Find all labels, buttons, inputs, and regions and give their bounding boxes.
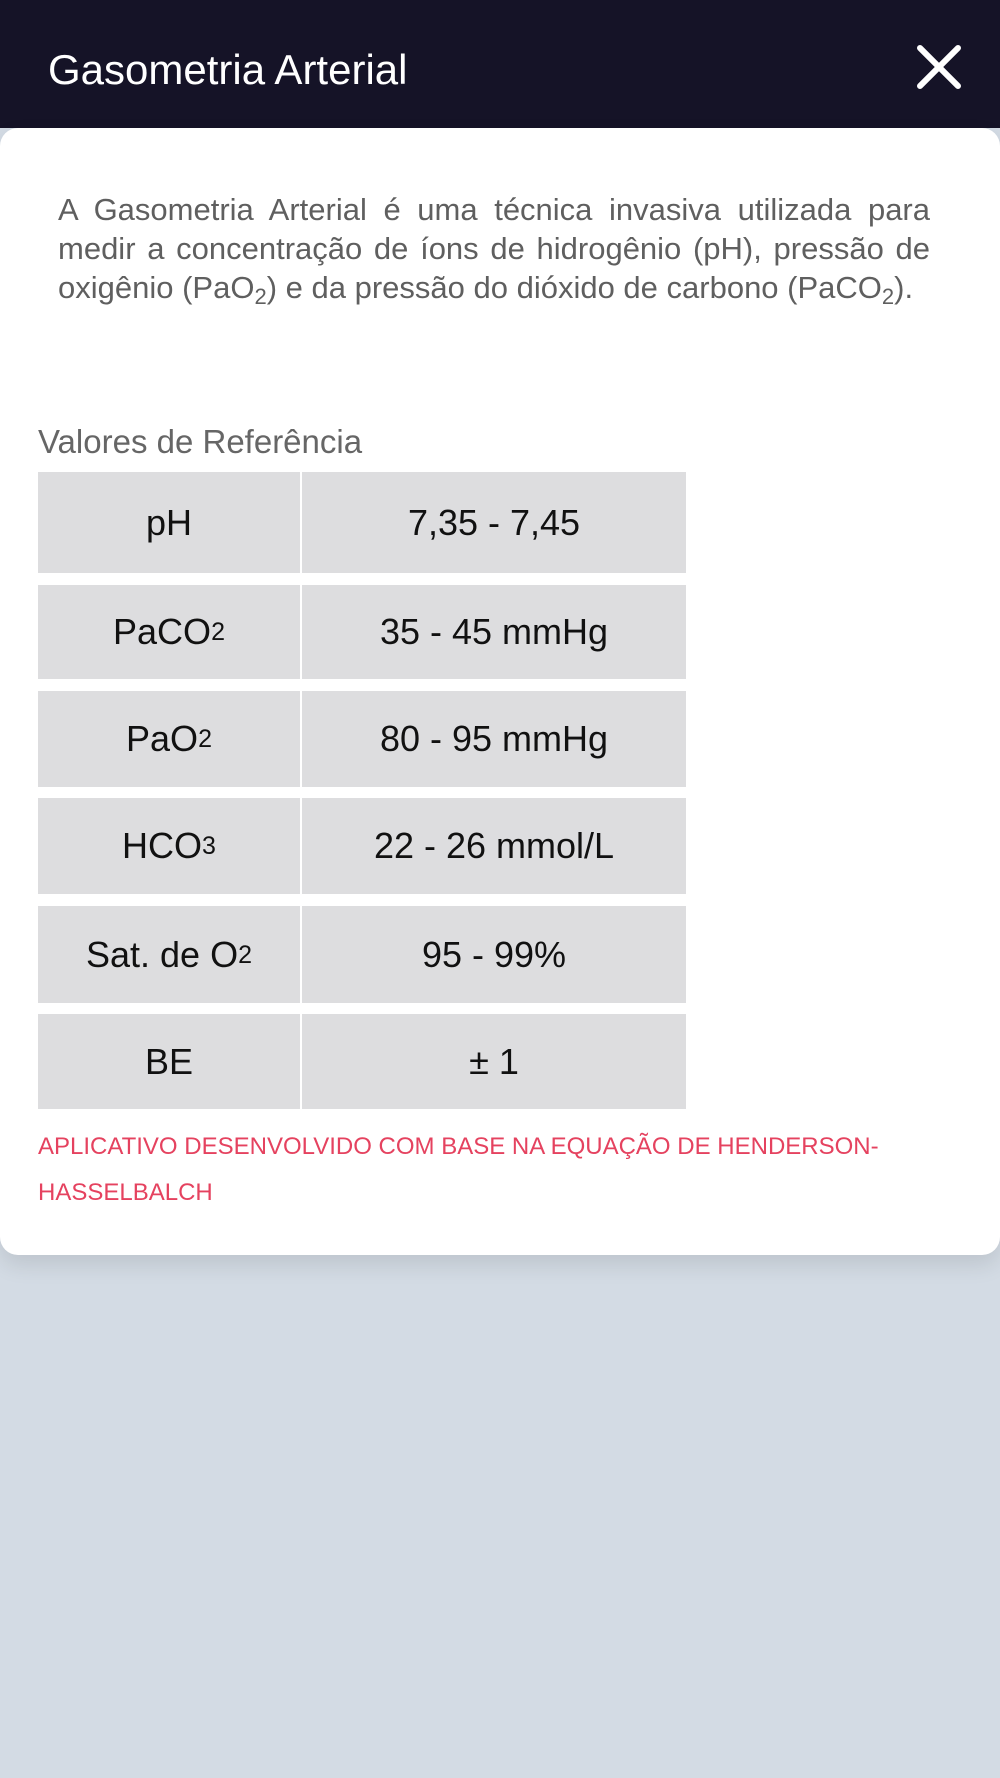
page-title: Gasometria Arterial — [48, 46, 408, 93]
app-header — [0, 0, 1000, 128]
param-cell: PaO 2 — [38, 691, 300, 787]
intro-text-part: ). — [894, 270, 914, 305]
intro-subscript: 2 — [881, 284, 895, 309]
value-cell: 35 - 45 mmHg — [302, 585, 686, 679]
intro-text-part: A Gasometria Arterial é uma técnica invasiva utilizada para medir a concentração de íons de hidrogênio (pH), pressão de oxigênio (PaO — [58, 192, 930, 305]
param-cell: PaCO 2 — [38, 585, 300, 679]
param-cell: HCO 3 — [38, 798, 300, 894]
value-cell: 80 - 95 mmHg — [302, 691, 686, 787]
table-row — [38, 585, 686, 679]
param-cell: Sat. de O 2 — [38, 906, 300, 1003]
table-row — [38, 1014, 686, 1109]
table-row — [38, 798, 686, 894]
value-cell: 7,35 - 7,45 — [302, 472, 686, 573]
info-card — [0, 128, 1000, 1255]
footnote-text: APLICATIVO DESENVOLVIDO COM BASE NA EQUAÇÃO DE HENDERSON-HASSELBALCH — [38, 1133, 879, 1206]
table-row — [38, 691, 686, 787]
intro-paragraph — [58, 190, 930, 307]
intro-text-part: ) e da pressão do dióxido de carbono (PaCO — [266, 270, 882, 305]
param-cell: BE — [38, 1014, 300, 1109]
param-cell: pH — [38, 472, 300, 573]
close-button[interactable] — [914, 42, 964, 92]
table-row — [38, 472, 686, 573]
table-row — [38, 906, 686, 1003]
value-cell: 95 - 99% — [302, 906, 686, 1003]
intro-subscript: 2 — [254, 284, 267, 309]
value-cell: 22 - 26 mmol/L — [302, 798, 686, 894]
reference-title: Valores de Referência — [38, 423, 363, 460]
close-icon — [914, 42, 964, 92]
value-cell: ± 1 — [302, 1014, 686, 1109]
